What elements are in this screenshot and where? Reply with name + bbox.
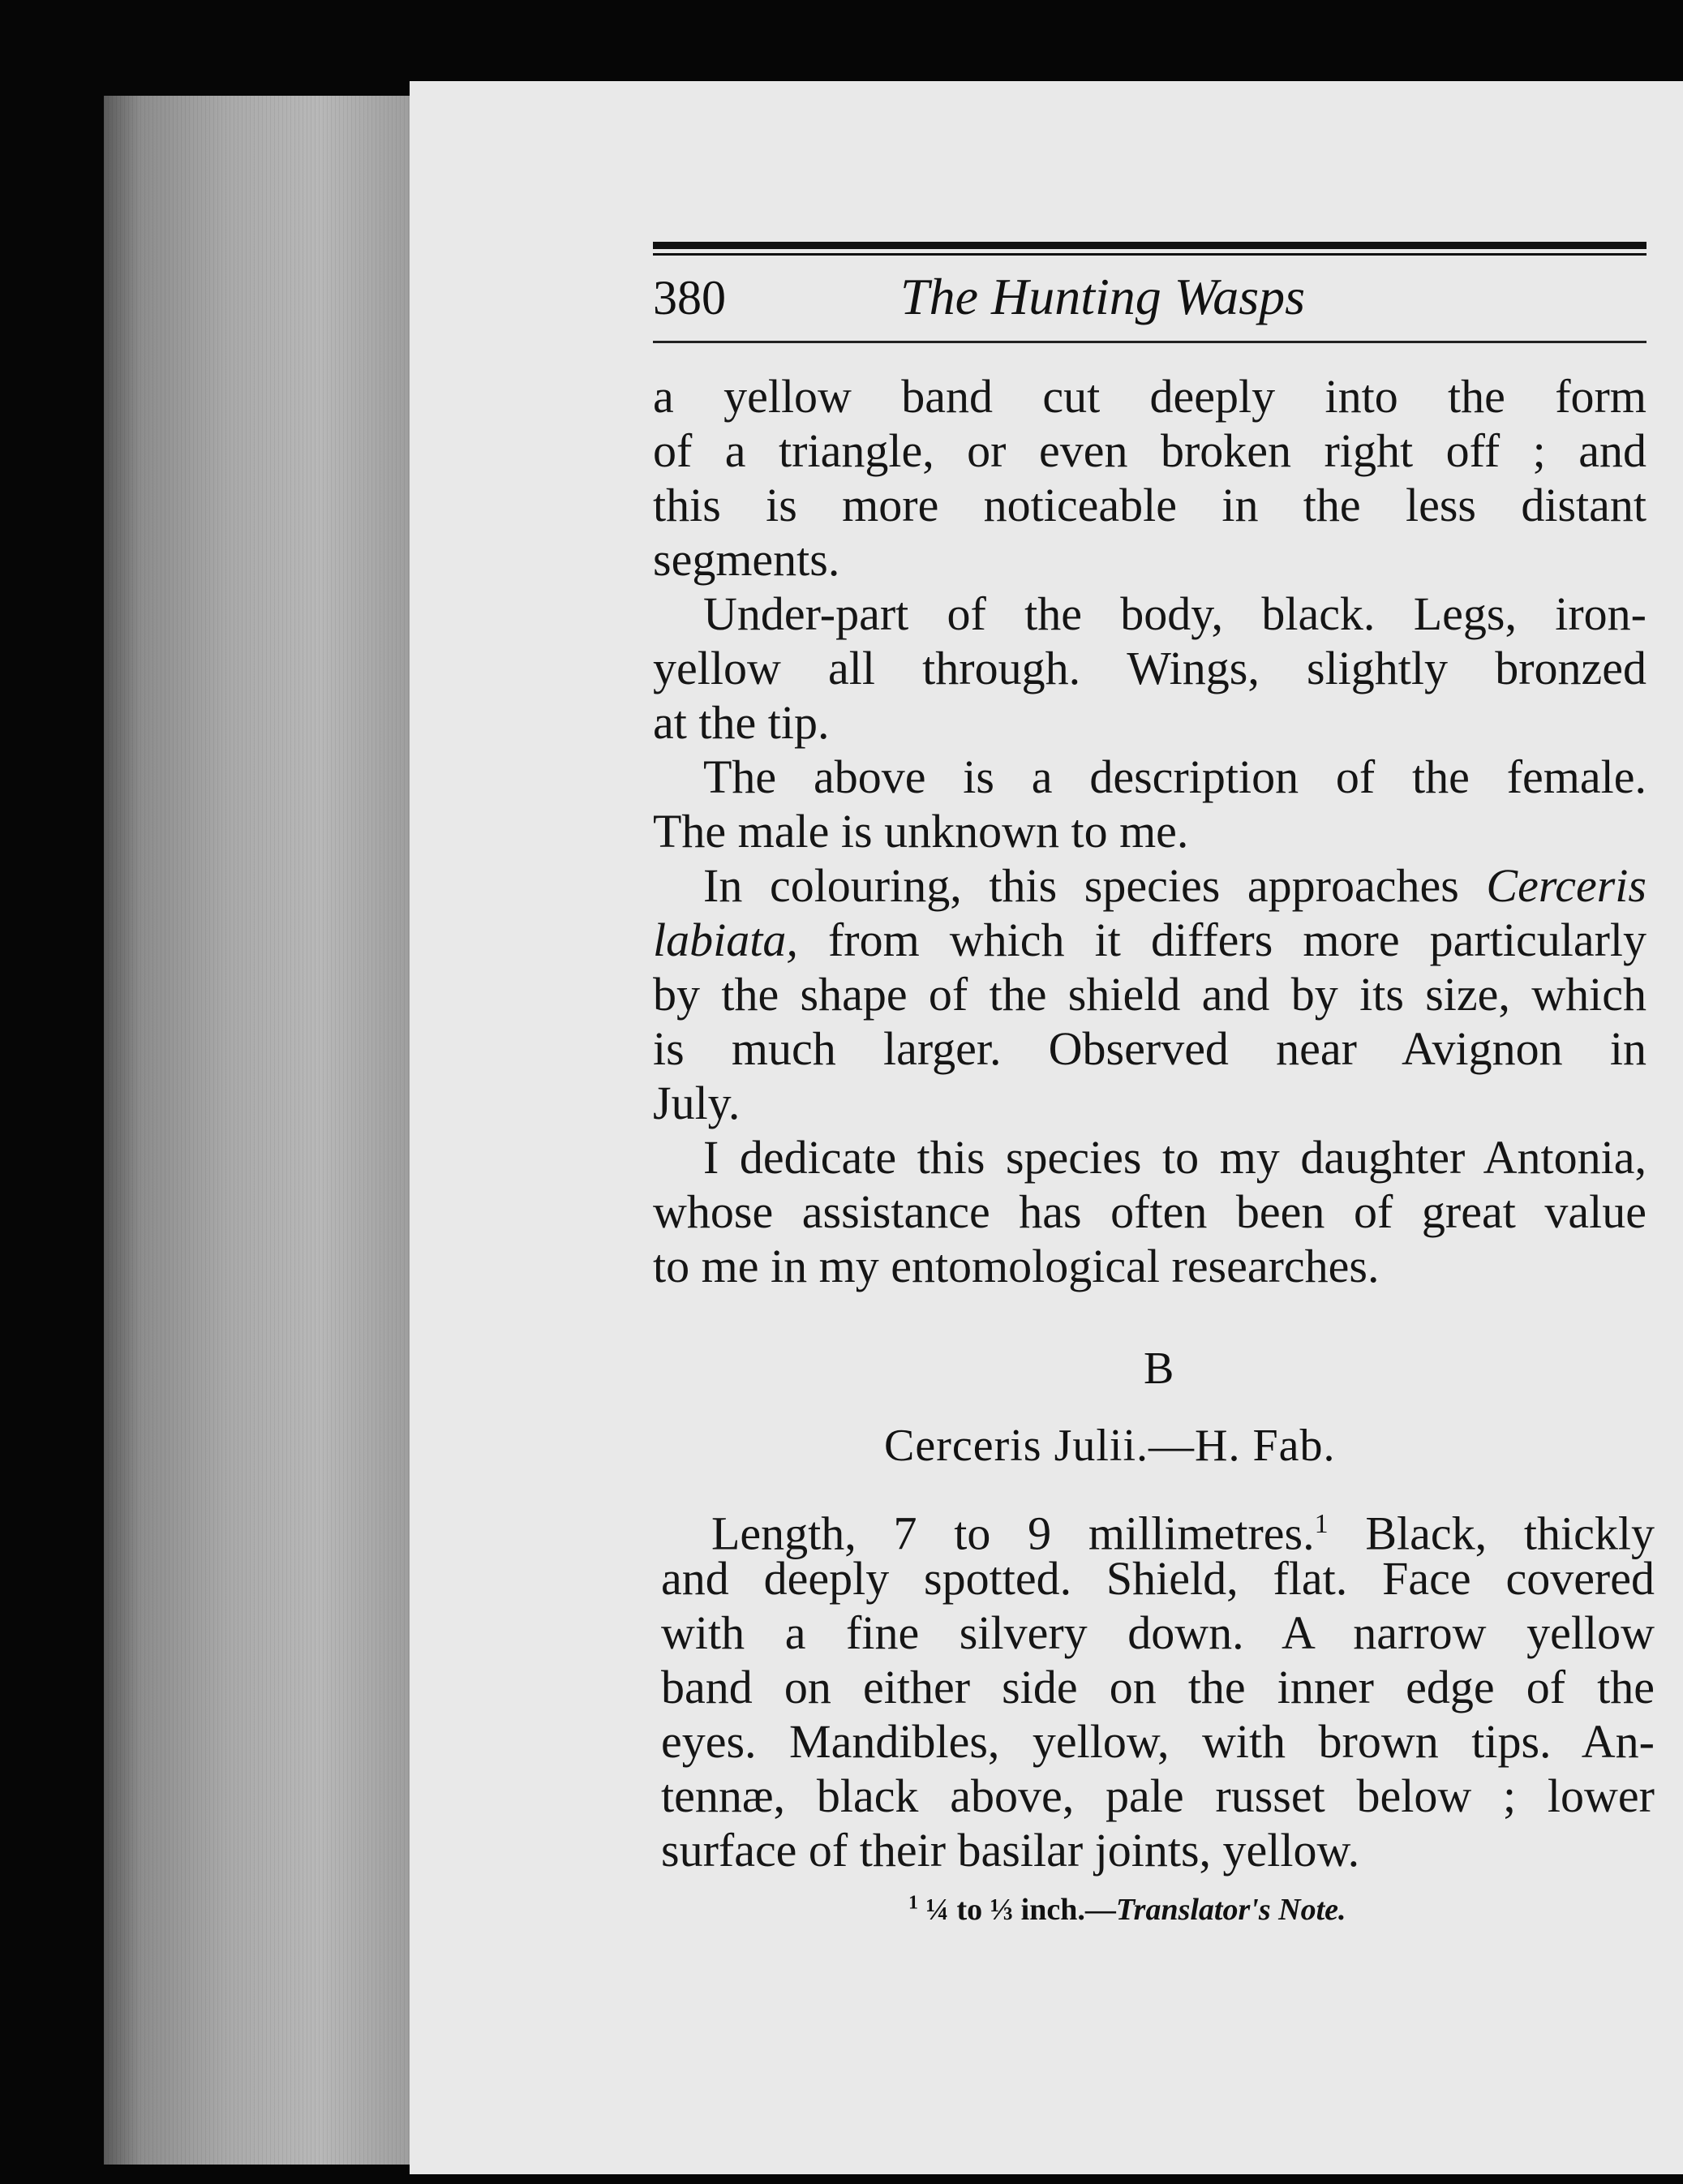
text-line: tennæ, black above, pale russet below ; lower [661,1769,1655,1822]
footnote-text: ¼ to ⅓ inch.— [918,1893,1116,1927]
page-number: 380 [653,271,726,325]
footnote-ref: 1 [1314,1509,1329,1539]
text-line: segments. [653,533,840,586]
text-line: Length, 7 to 9 millimetres.$^1$ Black, thickly [711,1507,1655,1560]
text-line: of a triangle, or even broken right off ; and [653,424,1647,477]
text-line: I dedicate this species to my daughter Antonia, [703,1131,1647,1184]
text-line: by the shape of the shield and by its size, which [653,968,1647,1021]
text-line: The above is a description of the female. [703,750,1647,803]
header-rule-thin [653,253,1647,256]
text-line: with a fine silvery down. A narrow yellow [661,1606,1655,1659]
text-line: labiata, from which it differs more particularly [653,914,1647,966]
text-line: yellow all through. Wings, slightly bronzed [653,642,1647,694]
footnote-marker: 1 [908,1892,918,1914]
text-line: whose assistance has often been of great value [653,1185,1647,1238]
text-line: this is more noticeable in the less distant [653,479,1647,531]
text-line: surface of their basilar joints, yellow. [661,1824,1360,1877]
text-line: eyes. Mandibles, yellow, with brown tips. An- [661,1715,1655,1768]
text-line: is much larger. Observed near Avignon in [653,1022,1647,1075]
section-letter: B [1144,1344,1174,1394]
text-line: In colouring, this species approaches Cerceris [703,859,1647,912]
text-line: band on either side on the inner edge of the [661,1661,1655,1713]
book-page-edges [104,96,412,2165]
footnote [908,1892,1346,1928]
text-line: The male is unknown to me. [653,805,1189,858]
text-line: to me in my entomological researches. [653,1240,1380,1292]
species-heading: Cerceris Julii.—H. Fab. [884,1421,1336,1471]
header-underline [653,341,1647,343]
text-line: and deeply spotted. Shield, flat. Face covered [661,1552,1655,1605]
text-line: a yellow band cut deeply into the form [653,370,1647,423]
footnote-attribution: Translator's Note. [1115,1893,1346,1927]
text-line: July. [653,1077,741,1129]
text-line: at the tip. [653,696,830,749]
header-rule [653,242,1647,249]
body-text-top [653,369,1647,1293]
species-description [661,1497,1655,1877]
text-line: Under-part of the body, black. Legs, iron- [703,587,1647,640]
running-head [653,264,1647,337]
running-title: The Hunting Wasps [900,268,1306,325]
